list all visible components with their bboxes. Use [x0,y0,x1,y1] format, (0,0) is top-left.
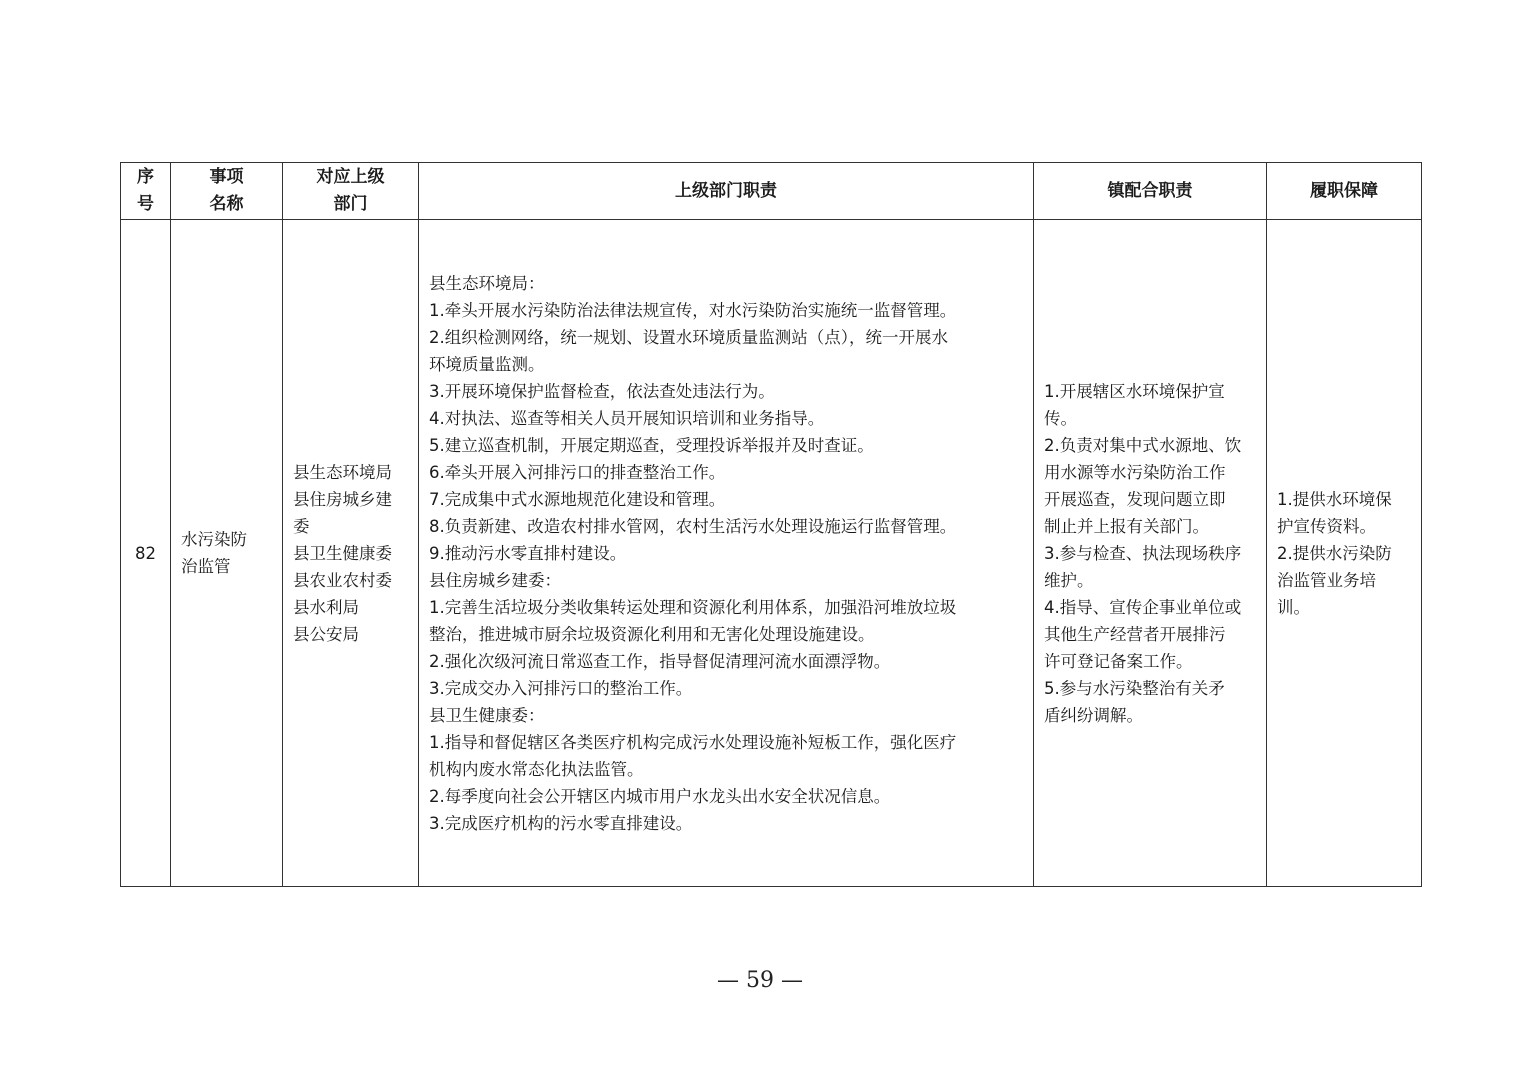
cell-serial-number: 82 [121,220,171,887]
header-guarantee: 履职保障 [1267,163,1422,220]
table-row [121,220,1422,887]
header-item-name: 事项 名称 [171,163,283,220]
cell-superior-depts: 县生态环境局 县住房城乡建 委 县卫生健康委 县农业农村委 县水利局 县公安局 [283,220,419,887]
page-number: — 59 — [717,968,803,993]
cell-guarantee: 1.提供水环境保 护宣传资料。 2.提供水污染防 治监管业务培 训。 [1267,220,1422,887]
table-header-row [121,163,1422,220]
duty-table [120,162,1422,887]
header-serial-number: 序 号 [121,163,171,220]
header-superior-dept: 对应上级 部门 [283,163,419,220]
cell-item-name: 水污染防 治监管 [171,220,283,887]
cell-superior-duties: 县生态环境局： 1.牵头开展水污染防治法律法规宣传，对水污染防治实施统一监督管理。 2.组织检测网络，统一规划、设置水环境质量监测站（点），统一开展水 环境质量监测。 3.开展环境保护监督检查，依法查处违法行为。 4.对执法、巡查等相关人员开展知识培训和业务指导。 5.建立巡查机制，开展定期巡查，受理投诉举报并及时查证。 6.牵头开展入河排污口的排查整治工作。 7.完成集中式水源地规范化建设和管理。 8.负责新建、改造农村排水管网，农村生活污水处理设施运行监督管理。 9.推动污水零直排村建设。 县住房城乡建委： 1.完善生活垃圾分类收集转运处理和资源化利用体系，加强沿河堆放垃圾 整治，推进城市厨余垃圾资源化利用和无害化处理设施建设。 2.强化次级河流日常巡查工作，指导督促清理河流水面漂浮物。 3.完成交办入河排污口的整治工作。 县卫生健康委： 1.指导和督促辖区各类医疗机构完成污水处理设施补短板工作，强化医疗 机构内废水常态化执法监管。 2.每季度向社会公开辖区内城市用户水龙头出水安全状况信息。 3.完成医疗机构的污水零直排建设。 [419,220,1034,887]
header-town-duties: 镇配合职责 [1034,163,1267,220]
header-superior-duties: 上级部门职责 [419,163,1034,220]
cell-town-duties: 1.开展辖区水环境保护宣 传。 2.负责对集中式水源地、饮 用水源等水污染防治工作 开展巡查，发现问题立即 制止并上报有关部门。 3.参与检查、执法现场秩序 维护。 4.指导、宣传企事业单位或 其他生产经营者开展排污 许可登记备案工作。 5.参与水污染整治有关矛 盾纠纷调解。 [1034,220,1267,887]
